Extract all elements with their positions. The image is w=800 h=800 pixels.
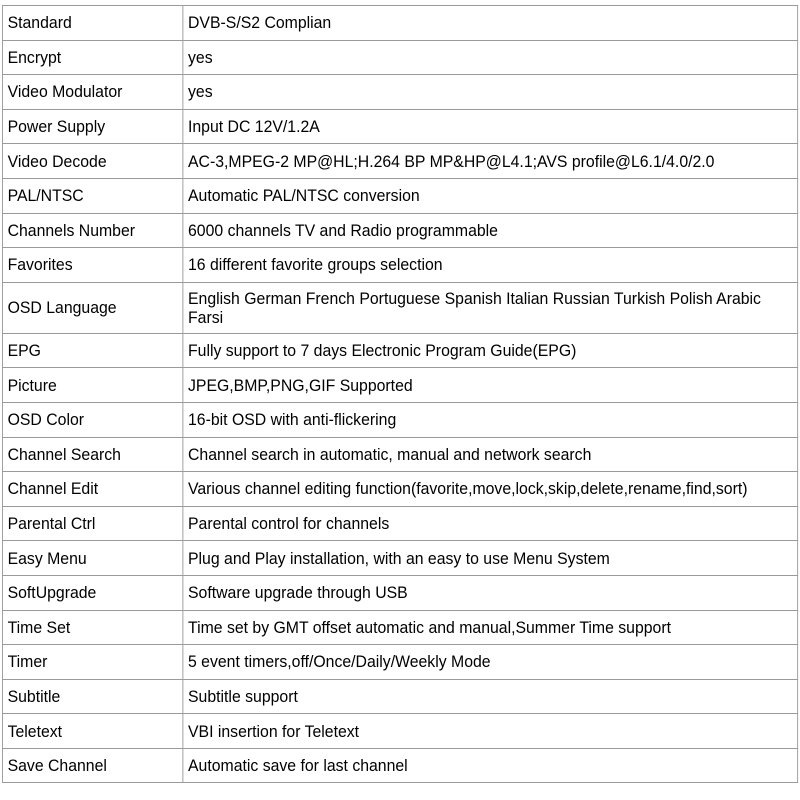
spec-label: PAL/NTSC xyxy=(2,178,182,213)
spec-label: Favorites xyxy=(2,248,182,283)
spec-value: Software upgrade through USB xyxy=(183,575,798,610)
table-row xyxy=(2,40,797,75)
table-row xyxy=(2,144,797,179)
spec-label: Parental Ctrl xyxy=(2,506,182,541)
table-row xyxy=(2,541,797,576)
table-row xyxy=(2,610,797,645)
spec-value: JPEG,BMP,PNG,GIF Supported xyxy=(183,368,798,403)
spec-label: Channel Edit xyxy=(2,472,182,507)
table-row xyxy=(2,748,797,783)
table-row xyxy=(2,282,797,333)
spec-label: OSD Language xyxy=(2,282,182,333)
table-row xyxy=(2,248,797,283)
table-row xyxy=(2,402,797,437)
spec-label: Picture xyxy=(2,368,182,403)
spec-label: Video Decode xyxy=(2,144,182,179)
table-row xyxy=(2,75,797,110)
spec-label: Time Set xyxy=(2,610,182,645)
spec-value: yes xyxy=(183,40,798,75)
table-row xyxy=(2,368,797,403)
spec-value: English German French Portuguese Spanish Italian Russian Turkish Polish Arabic Farsi xyxy=(183,282,798,333)
spec-label: Easy Menu xyxy=(2,541,182,576)
spec-label: EPG xyxy=(2,333,182,368)
spec-value: AC-3,MPEG-2 MP@HL;H.264 BP MP&HP@L4.1;AVS profile@L6.1/4.0/2.0 xyxy=(183,144,798,179)
spec-value: 6000 channels TV and Radio programmable xyxy=(183,213,798,248)
spec-label: Channel Search xyxy=(2,437,182,472)
spec-label: Timer xyxy=(2,645,182,680)
spec-value: Plug and Play installation, with an easy to use Menu System xyxy=(183,541,798,576)
spec-label: Encrypt xyxy=(2,40,182,75)
spec-label: Subtitle xyxy=(2,679,182,714)
spec-value: DVB-S/S2 Complian xyxy=(183,6,798,41)
table-row xyxy=(2,714,797,749)
spec-value: Automatic PAL/NTSC conversion xyxy=(183,178,798,213)
spec-label: Channels Number xyxy=(2,213,182,248)
spec-value: Automatic save for last channel xyxy=(183,748,798,783)
spec-label: OSD Color xyxy=(2,402,182,437)
spec-value: Various channel editing function(favorite,move,lock,skip,delete,rename,find,sort) xyxy=(183,472,798,507)
spec-value: Time set by GMT offset automatic and manual,Summer Time support xyxy=(183,610,798,645)
spec-value: 16-bit OSD with anti-flickering xyxy=(183,402,798,437)
spec-value: Fully support to 7 days Electronic Program Guide(EPG) xyxy=(183,333,798,368)
table-row xyxy=(2,472,797,507)
table-row xyxy=(2,213,797,248)
spec-label: SoftUpgrade xyxy=(2,575,182,610)
spec-label: Save Channel xyxy=(2,748,182,783)
spec-label: Teletext xyxy=(2,714,182,749)
spec-value: yes xyxy=(183,75,798,110)
table-row xyxy=(2,109,797,144)
table-row xyxy=(2,6,797,41)
table-row xyxy=(2,506,797,541)
spec-label: Video Modulator xyxy=(2,75,182,110)
spec-value: Input DC 12V/1.2A xyxy=(183,109,798,144)
table-row xyxy=(2,679,797,714)
table-row xyxy=(2,333,797,368)
spec-table xyxy=(2,5,798,783)
table-row xyxy=(2,575,797,610)
spec-value: VBI insertion for Teletext xyxy=(183,714,798,749)
spec-table-body xyxy=(2,6,797,783)
spec-value: 5 event timers,off/Once/Daily/Weekly Mode xyxy=(183,645,798,680)
spec-value: Subtitle support xyxy=(183,679,798,714)
spec-value: 16 different favorite groups selection xyxy=(183,248,798,283)
spec-value: Channel search in automatic, manual and network search xyxy=(183,437,798,472)
spec-value: Parental control for channels xyxy=(183,506,798,541)
spec-label: Power Supply xyxy=(2,109,182,144)
table-row xyxy=(2,645,797,680)
table-row xyxy=(2,437,797,472)
spec-label: Standard xyxy=(2,6,182,41)
table-row xyxy=(2,178,797,213)
